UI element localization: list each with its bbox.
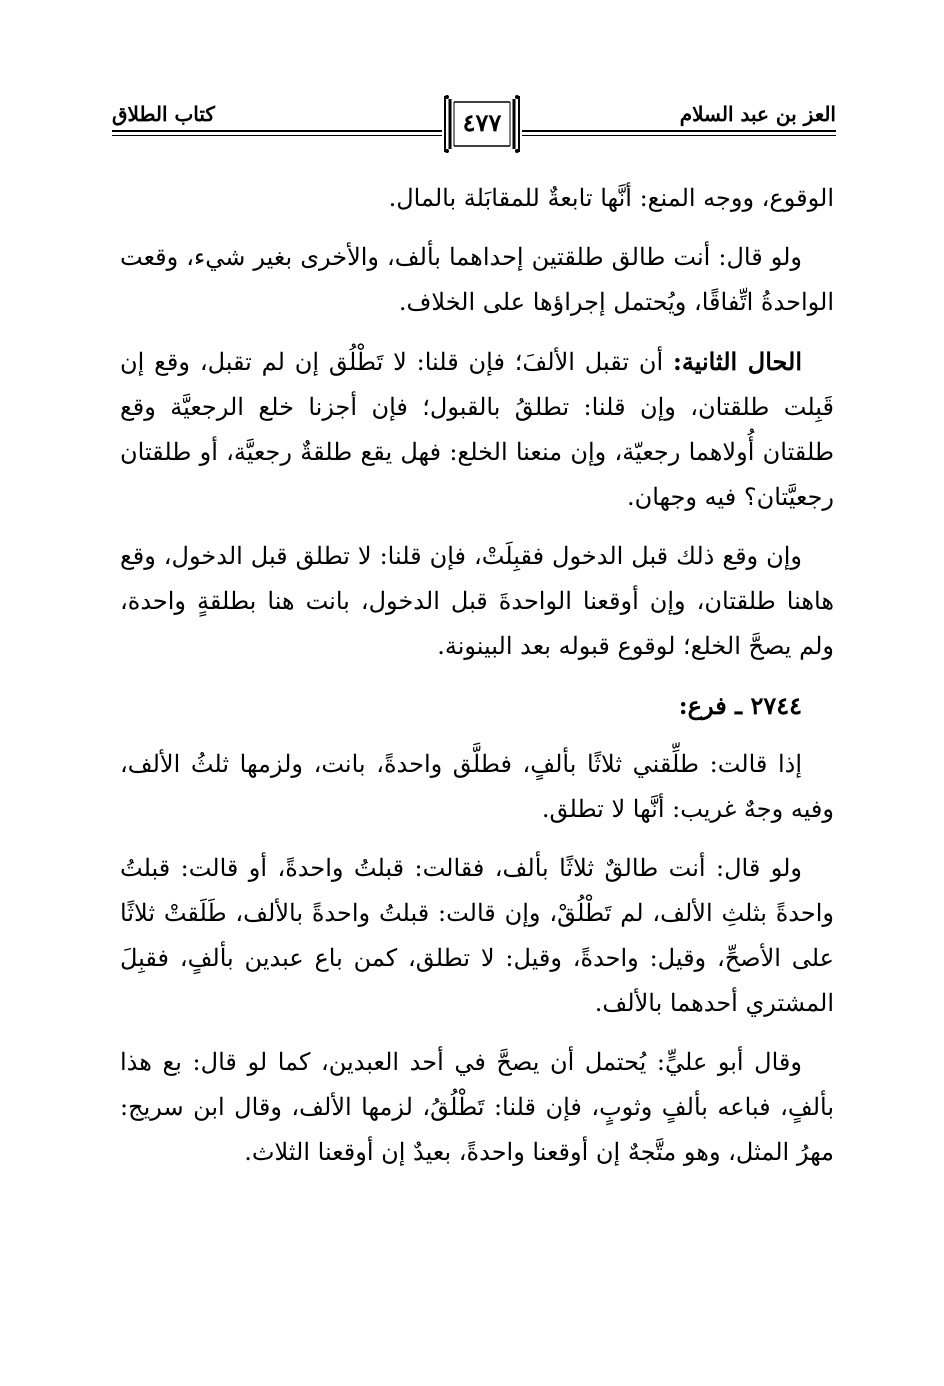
paragraph [120, 742, 834, 832]
paragraph-text: وقال أبو عليٍّ: يُحتمل أن يصحَّ في أحد العبدين، كما لو قال: بع هذا بألفٍ، فباعه بألفٍ وثوبٍ، فإن قلنا: تَطْلُقُ، لزمها الألف، وقال ابن سريج: مهرُ المثل، وهو متَّجهٌ إن أوقعنا واحدةً، بعيدٌ إن أوقعنا الثلاث. [120, 1048, 834, 1166]
section-heading: ٢٧٤٤ ـ فرع: [678, 691, 802, 720]
paragraph [120, 534, 834, 669]
page-number: ٤٧٧ [462, 108, 502, 137]
section-lead: الحال الثانية: [673, 347, 802, 376]
paragraph-text: الوقوع، ووجه المنع: أنَّها تابعةٌ للمقابَلة بالمال. [388, 184, 834, 212]
paragraph-text: ولو قال: أنت طالق طلقتين إحداهما بألف، والأخرى بغير شيء، وقعت الواحدةُ اتِّفاقًا، ويُحتمل إجراؤها على الخلاف. [120, 243, 834, 316]
page-body [120, 176, 834, 1189]
paragraph [120, 235, 834, 325]
paragraph [120, 846, 834, 1026]
paragraph-text: أن تقبل الألفَ؛ فإن قلنا: لا تَطْلُق إن لم تقبل، وقع إن قَبِلت طلقتان، وإن قلنا: تطلقُ بالقبول؛ فإن أجزنا خلع الرجعيَّة وقع طلقتان أُولاهما رجعيّة، وإن منعنا الخلع: فهل يقع طلقةٌ رجعيَّة، أو طلقتان رجعيَّتان؟ فيه وجهان. [120, 348, 834, 511]
chapter-title: كتاب الطلاق [112, 102, 215, 126]
paragraph [120, 1040, 834, 1175]
page-header [112, 88, 836, 158]
author-title: العز بن عبد السلام [679, 102, 836, 126]
paragraph-text: وإن وقع ذلك قبل الدخول فقبِلَتْ، فإن قلنا: لا تطلق قبل الدخول، وقع هاهنا طلقتان، وإن أوقعنا الواحدةَ قبل الدخول، بانت هنا بطلقةٍ واحدة، ولم يصحَّ الخلع؛ لوقوع قبوله بعد البينونة. [120, 542, 834, 660]
paragraph-text: ولو قال: أنت طالقٌ ثلاثًا بألف، فقالت: قبلتُ واحدةً، أو قالت: قبلتُ واحدةً بثلثِ الألف، لم تَطْلُقْ، وإن قالت: قبلتُ واحدةً بالألف، طَلَقتْ ثلاثًا على الأصحِّ، وقيل: واحدةً، وقيل: لا تطلق، كمن باع عبدين بألفٍ، فقبِلَ المشتري أحدهما بالألف. [120, 854, 834, 1017]
paragraph [120, 339, 834, 520]
paragraph-text: إذا قالت: طلِّقني ثلاثًا بألفٍ، فطلَّق واحدةً، بانت، ولزمها ثلثُ الألف، وفيه وجهٌ غريب: أنَّها لا تطلق. [120, 750, 834, 823]
paragraph [120, 176, 834, 221]
page-number-frame [442, 94, 522, 154]
